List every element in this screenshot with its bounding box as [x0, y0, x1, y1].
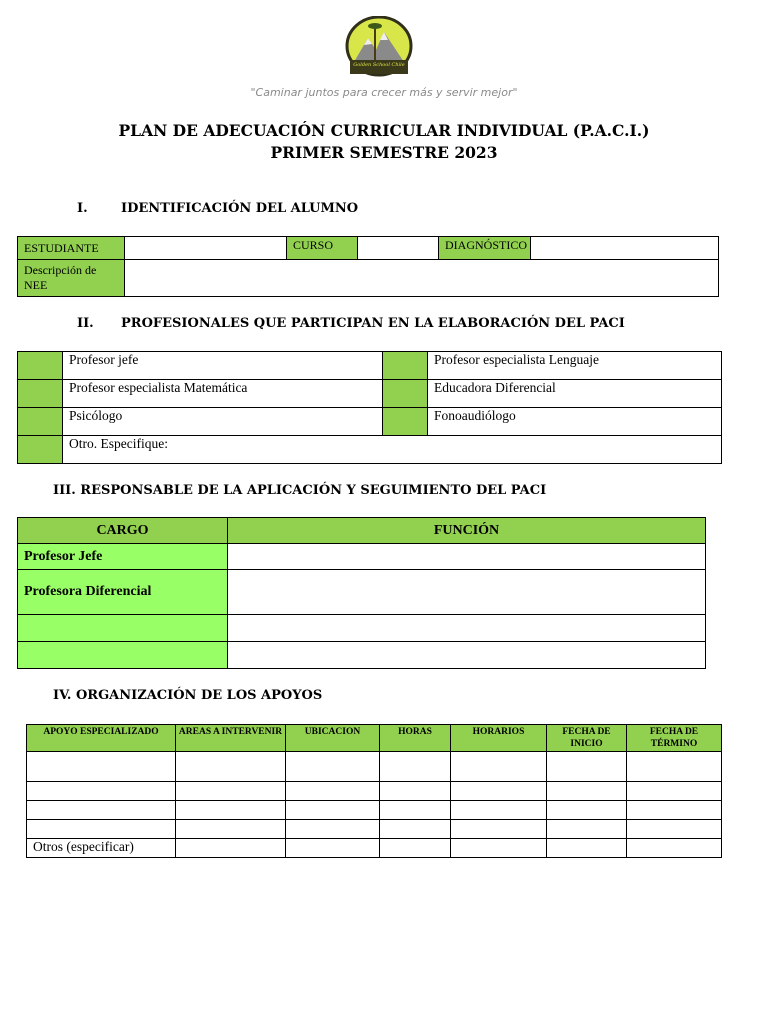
- cell[interactable]: [451, 820, 547, 839]
- descripcion-nee-label: Descripción de NEE: [18, 260, 125, 297]
- cell[interactable]: [286, 782, 380, 801]
- school-logo: [344, 16, 414, 82]
- section-2-number: II.: [77, 316, 94, 331]
- cargo-cell[interactable]: [18, 615, 228, 642]
- cargo-header: CARGO: [18, 518, 228, 544]
- logo-text: Golden School Chile: [353, 62, 405, 68]
- responsables-table: [17, 517, 706, 669]
- professionals-table: [17, 351, 722, 464]
- apoyo-header: APOYO ESPECIALIZADO: [27, 725, 176, 752]
- section-3-title: III. RESPONSABLE DE LA APLICACIÓN Y SEGUIMIENTO DEL PACI: [53, 483, 547, 498]
- estudiante-label: ESTUDIANTE: [18, 237, 125, 260]
- funcion-field[interactable]: [228, 642, 706, 669]
- cell[interactable]: [286, 820, 380, 839]
- cell[interactable]: [627, 839, 722, 858]
- cell[interactable]: [451, 801, 547, 820]
- title-line-1: PLAN DE ADECUACIÓN CURRICULAR INDIVIDUAL (P.A.C.I.): [118, 121, 650, 140]
- cell[interactable]: [27, 752, 176, 782]
- professional-item: Profesor especialista Matemática: [63, 380, 383, 408]
- professional-otro[interactable]: Otro. Especifique:: [63, 436, 722, 464]
- horarios-header: HORARIOS: [451, 725, 547, 752]
- cell[interactable]: [380, 839, 451, 858]
- horas-header: HORAS: [380, 725, 451, 752]
- ubicacion-header: UBICACION: [286, 725, 380, 752]
- motto: "Caminar juntos para crecer más y servir mejor": [250, 86, 518, 99]
- checkbox-especialista-matematica[interactable]: [18, 380, 63, 408]
- checkbox-otro[interactable]: [18, 436, 63, 464]
- cell[interactable]: [27, 801, 176, 820]
- estudiante-field[interactable]: [125, 237, 287, 260]
- table-row: [27, 801, 722, 820]
- funcion-field[interactable]: [228, 544, 706, 570]
- cargo-cell[interactable]: [18, 642, 228, 669]
- cell[interactable]: [451, 839, 547, 858]
- apoyos-table: [26, 724, 722, 858]
- cell[interactable]: [547, 801, 627, 820]
- section-4-title: IV. ORGANIZACIÓN DE LOS APOYOS: [53, 688, 323, 703]
- cargo-cell: Profesor Jefe: [18, 544, 228, 570]
- otros-label: Otros (especificar): [27, 839, 176, 858]
- cell[interactable]: [547, 782, 627, 801]
- professional-item: Profesor especialista Lenguaje: [428, 352, 722, 380]
- student-identification-table: [17, 236, 719, 297]
- areas-header: AREAS A INTERVENIR: [176, 725, 286, 752]
- cell[interactable]: [176, 782, 286, 801]
- cell[interactable]: [627, 752, 722, 782]
- descripcion-nee-field[interactable]: [125, 260, 719, 297]
- professional-item: Psicólogo: [63, 408, 383, 436]
- curso-field[interactable]: [358, 237, 439, 260]
- cell[interactable]: [380, 801, 451, 820]
- section-2-title: PROFESIONALES QUE PARTICIPAN EN LA ELABORACIÓN DEL PACI: [121, 316, 625, 331]
- cell[interactable]: [547, 752, 627, 782]
- cell[interactable]: [451, 752, 547, 782]
- cell[interactable]: [451, 782, 547, 801]
- table-row: [27, 820, 722, 839]
- curso-label: CURSO: [287, 237, 358, 260]
- title-line-2: PRIMER SEMESTRE 2023: [270, 143, 498, 162]
- diagnostico-field[interactable]: [531, 237, 719, 260]
- checkbox-fonoaudiologo[interactable]: [383, 408, 428, 436]
- cell[interactable]: [627, 782, 722, 801]
- cell[interactable]: [27, 820, 176, 839]
- cell[interactable]: [547, 839, 627, 858]
- table-row: [27, 839, 722, 858]
- document-title: [0, 120, 768, 164]
- checkbox-psicologo[interactable]: [18, 408, 63, 436]
- cell[interactable]: [27, 782, 176, 801]
- cell[interactable]: [380, 820, 451, 839]
- table-row: [27, 752, 722, 782]
- cell[interactable]: [286, 752, 380, 782]
- section-1-title: IDENTIFICACIÓN DEL ALUMNO: [121, 201, 359, 216]
- professional-item: Profesor jefe: [63, 352, 383, 380]
- cell[interactable]: [286, 839, 380, 858]
- professional-item: Educadora Diferencial: [428, 380, 722, 408]
- checkbox-profesor-jefe[interactable]: [18, 352, 63, 380]
- cell[interactable]: [380, 752, 451, 782]
- cell[interactable]: [176, 839, 286, 858]
- section-1-number: I.: [77, 201, 88, 216]
- table-row: [27, 782, 722, 801]
- fecha-inicio-header: FECHA DE INICIO: [547, 725, 627, 752]
- cell[interactable]: [627, 801, 722, 820]
- checkbox-educadora-diferencial[interactable]: [383, 380, 428, 408]
- cell[interactable]: [176, 801, 286, 820]
- cell[interactable]: [176, 820, 286, 839]
- funcion-field[interactable]: [228, 570, 706, 615]
- cell[interactable]: [286, 801, 380, 820]
- cell[interactable]: [627, 820, 722, 839]
- professional-item: Fonoaudiólogo: [428, 408, 722, 436]
- funcion-field[interactable]: [228, 615, 706, 642]
- diagnostico-label: DIAGNÓSTICO: [439, 237, 531, 260]
- cell[interactable]: [547, 820, 627, 839]
- cell[interactable]: [380, 782, 451, 801]
- checkbox-especialista-lenguaje[interactable]: [383, 352, 428, 380]
- cargo-cell: Profesora Diferencial: [18, 570, 228, 615]
- fecha-termino-header: FECHA DE TÉRMINO: [627, 725, 722, 752]
- cell[interactable]: [176, 752, 286, 782]
- funcion-header: FUNCIÓN: [228, 518, 706, 544]
